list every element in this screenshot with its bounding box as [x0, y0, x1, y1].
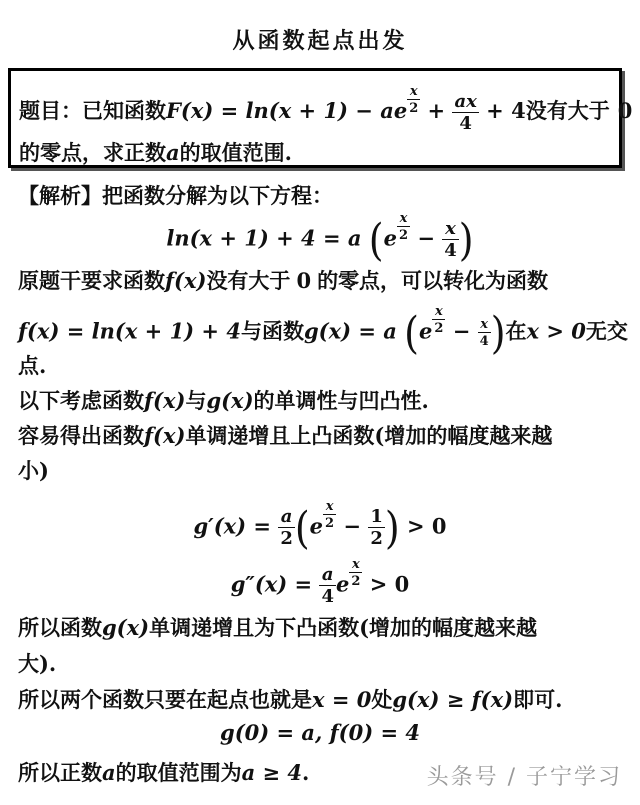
paragraph-10: 所以正数a的取值范围为a ≥ 4. [18, 760, 310, 785]
analysis-intro: 【解析】把函数分解为以下方程： [18, 183, 333, 208]
problem-box [8, 68, 633, 168]
derivative-1: g′(x) = $\frac{a}{2}$ (e $^{\frac{x}{2}}$ − $\frac{1}{2}$ ) > 0 [193, 499, 447, 554]
paragraph-5: 容易得出函数f(x)单调递增且上凸函数(增加的幅度越来越 [18, 423, 553, 448]
problem-func-name: F(x) [166, 98, 214, 123]
paragraph-9: 所以两个函数只要在起点也就是x = 0处g(x) ≥ f(x)即可. [18, 687, 563, 712]
problem-fraction: $\frac{ax}{4}$ [454, 90, 477, 134]
equation-values: g(0) = a, f(0) = 4 [220, 720, 420, 745]
watermark: 头条号 / 子宁学习 [426, 765, 622, 790]
paragraph-6: 小) [18, 458, 49, 483]
paragraph-3: 点. [18, 353, 47, 378]
paragraph-4: 以下考虑函数f(x)与g(x)的单调性与凹凸性. [18, 388, 429, 413]
derivative-2: g″(x) = $\frac{a}{4}$ e $^{\frac{x}{2}}$ > 0 [230, 557, 410, 607]
equation-1: ln(x + 1) + 4 = a (e $^{\frac{x}{2}}$ − $\frac{x}{4}$ ) [166, 211, 474, 266]
paragraph-7: 所以函数g(x)单调递增且为下凸函数(增加的幅度越来越 [18, 615, 538, 640]
problem-line-1: 题目：已知函数F(x) = ln(x + 1) − ae $^{\frac{x}{2}}$ + $\frac{ax}{4}$ + 4没有大于 0 [19, 83, 633, 134]
problem-label: 题目： [19, 98, 82, 123]
paragraph-8: 大). [18, 651, 57, 676]
page-title: 从函数起点出发 [232, 28, 408, 54]
paragraph-1: 原题干要求函数f(x)没有大于 0 的零点，可以转化为函数 [18, 268, 549, 293]
paragraph-2: f(x) = ln(x + 1) + 4与函数g(x) = a (e $^{\frac{x}{2}}$ − $\frac{x}{4}$ )在x > 0无交 [18, 304, 628, 359]
problem-line-2: 的零点，求正数a的取值范围. [19, 139, 292, 165]
